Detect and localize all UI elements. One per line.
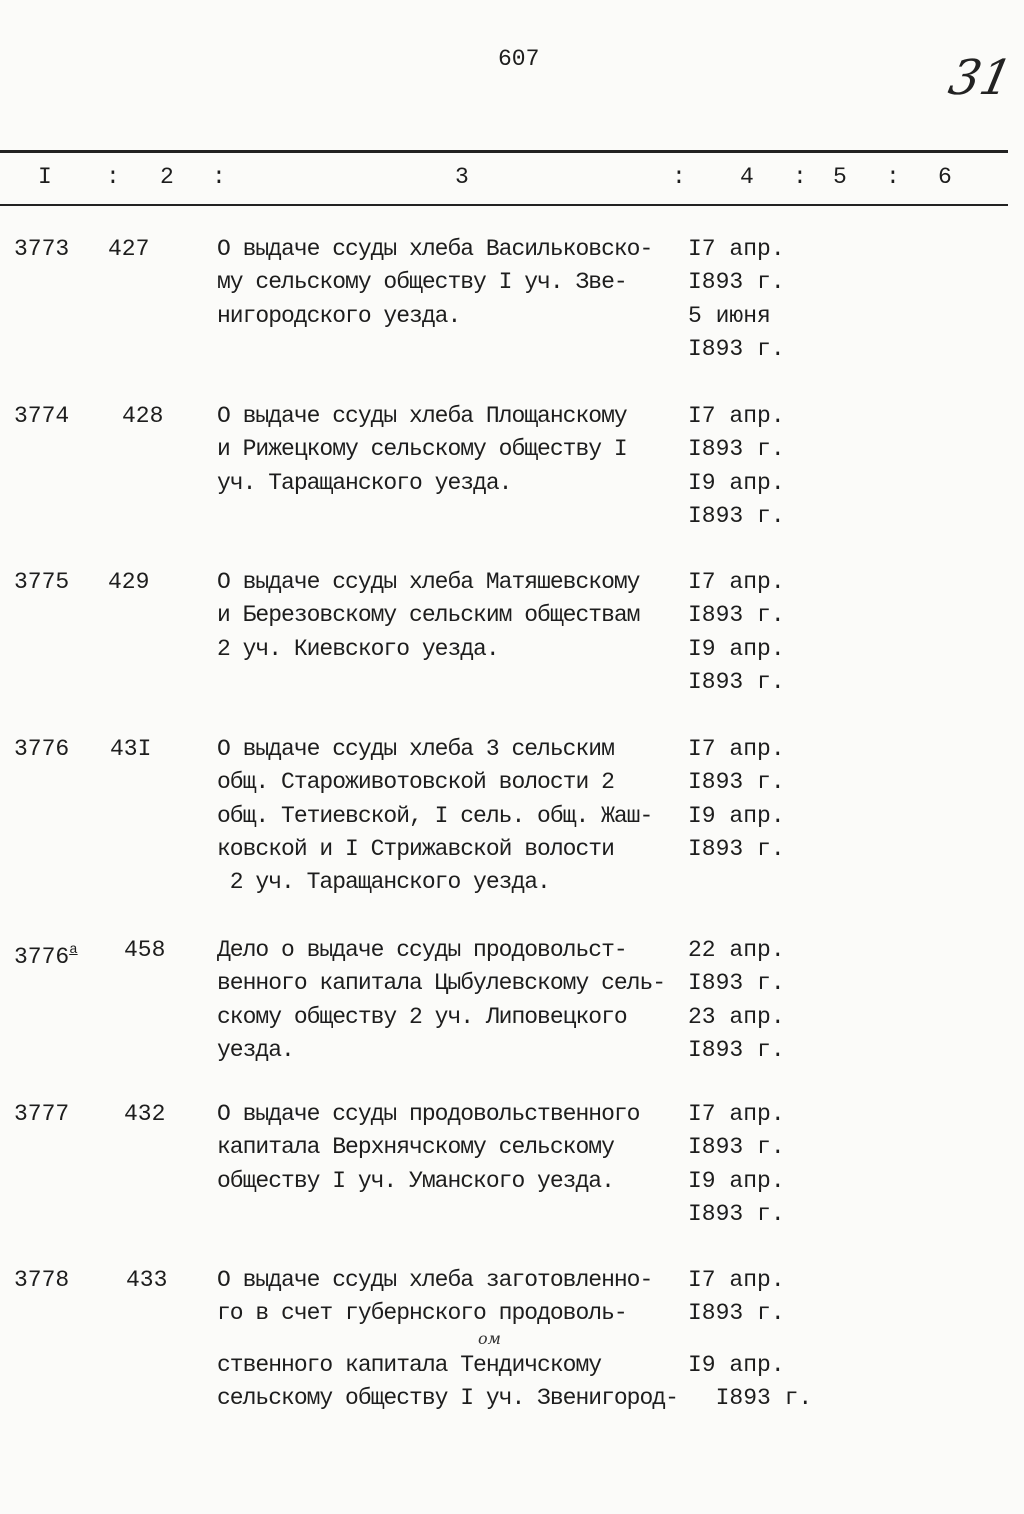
date-line: I893 г.: [688, 1300, 785, 1327]
case-number: 458: [124, 937, 166, 963]
description-line: О выдаче ссуды хлеба 3 сельским: [217, 736, 614, 762]
date-line: I893 г.: [688, 1134, 785, 1161]
case-number: 428: [122, 403, 164, 429]
entry-number-text: 3774: [14, 403, 70, 429]
date-line: I893 г.: [688, 436, 785, 463]
case-number: 427: [108, 236, 150, 262]
entry-dates: [688, 1264, 812, 1415]
date-line: I893 г.: [688, 835, 785, 862]
entry-description: [217, 1098, 639, 1198]
entry-number: [14, 1098, 69, 1131]
description-line: уезда.: [217, 1036, 294, 1063]
header-col-2: 2: [160, 164, 174, 190]
date-line: I893 г.: [688, 1200, 785, 1227]
date-line: I893 г.: [688, 769, 785, 796]
description-line: ственного капитала Тендичскому: [217, 1351, 602, 1378]
description-line: ковской и I Стрижавской волости: [217, 835, 614, 862]
description-line: венного капитала Цыбулевскому сель-: [217, 970, 666, 997]
date-line: I9 апр.: [688, 802, 785, 829]
date-line: I9 апр.: [688, 1167, 785, 1194]
entry-dates: [688, 566, 785, 699]
handwritten-correction: ом: [478, 1329, 501, 1348]
header-col-1: I: [38, 164, 52, 190]
date-line: 5 июня: [688, 302, 771, 329]
header-col-3: 3: [455, 164, 469, 190]
description-line: Дело о выдаче ссуды продовольст-: [217, 937, 627, 963]
entry-number-text: 3777: [14, 1101, 70, 1127]
date-line: I9 апр.: [688, 1351, 785, 1378]
entry-dates: [688, 1098, 785, 1231]
date-line: I893 г.: [688, 1384, 813, 1411]
date-line: I7 апр.: [688, 1101, 785, 1127]
entry-description: [217, 233, 652, 333]
header-col-4: 4: [740, 164, 754, 190]
description-line: му сельскому обществу I уч. Зве-: [217, 269, 627, 296]
date-line: I7 апр.: [688, 1267, 785, 1293]
date-line: I893 г.: [688, 1036, 785, 1063]
date-line: 22 апр.: [688, 937, 785, 963]
header-sep: :: [212, 164, 226, 190]
date-line: I7 апр.: [688, 569, 785, 595]
entry-dates: [688, 233, 785, 366]
header-sep: :: [106, 164, 120, 190]
date-line: I893 г.: [688, 269, 785, 296]
entry-description: [217, 934, 665, 1067]
entry-number: [14, 400, 69, 433]
description-line: нигородского уезда.: [217, 302, 461, 329]
entry-number: [14, 566, 69, 599]
description-line: 2 уч. Киевского уезда.: [217, 635, 499, 662]
entry-dates: [688, 400, 785, 533]
date-line: 23 апр.: [688, 1003, 785, 1030]
entry-number-text: 3773: [14, 236, 70, 262]
entry-description: [217, 400, 627, 500]
header-sep: :: [886, 164, 900, 190]
date-line: I893 г.: [688, 668, 785, 695]
entry-description: [217, 733, 652, 899]
entry-description: [217, 566, 639, 666]
table-top-rule: [0, 150, 1008, 153]
description-line: капитала Верхнячскому сельскому: [217, 1134, 614, 1161]
description-line: уч. Таращанского уезда.: [217, 469, 512, 496]
entry-dates: [688, 934, 785, 1067]
description-line: общ. Староживотовской волости 2: [217, 769, 614, 796]
description-line: и Березовскому сельским обществам: [217, 602, 640, 629]
entry-dates: [688, 733, 785, 866]
entry-number: [14, 233, 69, 266]
entry-number-text: 3775: [14, 569, 70, 595]
entry-number-text: 3776: [14, 944, 70, 970]
entry-number: [14, 733, 69, 766]
description-line: О выдаче ссуды продовольственного: [217, 1101, 640, 1127]
description-line: го в счет губернского продоволь-: [217, 1300, 627, 1327]
header-sep: :: [793, 164, 807, 190]
case-number: 429: [108, 569, 150, 595]
description-line: обществу I уч. Уманского уезда.: [217, 1167, 614, 1194]
case-number: 432: [124, 1101, 166, 1127]
case-number: 43I: [110, 736, 152, 762]
description-line: О выдаче ссуды хлеба Площанскому: [217, 403, 627, 429]
page-number: 607: [498, 46, 540, 72]
header-sep: :: [672, 164, 686, 190]
description-line: скому обществу 2 уч. Липовецкого: [217, 1003, 627, 1030]
description-line: О выдаче ссуды хлеба заготовленно-: [217, 1267, 653, 1293]
date-line: I9 апр.: [688, 469, 785, 496]
description-line: и Рижецкому сельскому обществу I: [217, 436, 627, 463]
entry-number: [14, 1264, 69, 1297]
folio-number-handwritten: 31: [944, 50, 1018, 106]
description-line: общ. Тетиевской, I сель. общ. Жаш-: [217, 802, 653, 829]
table-header-rule: [0, 204, 1008, 206]
date-line: I7 апр.: [688, 403, 785, 429]
date-line: I9 апр.: [688, 635, 785, 662]
date-line: I7 апр.: [688, 736, 785, 762]
entry-number: [14, 934, 78, 974]
header-col-6: 6: [938, 164, 952, 190]
description-line: О выдаче ссуды хлеба Васильковско-: [217, 236, 653, 262]
date-line: I893 г.: [688, 602, 785, 629]
date-line: I7 апр.: [688, 236, 785, 262]
entry-number-suffix: а: [69, 942, 78, 958]
header-col-5: 5: [833, 164, 847, 190]
date-line: I893 г.: [688, 970, 785, 997]
entry-number-text: 3778: [14, 1267, 70, 1293]
description-line: О выдаче ссуды хлеба Матяшевскому: [217, 569, 640, 595]
date-line: I893 г.: [688, 335, 785, 362]
description-line: 2 уч. Таращанского уезда.: [217, 869, 550, 896]
date-line: I893 г.: [688, 502, 785, 529]
case-number: 433: [126, 1267, 168, 1293]
entry-description: [217, 1264, 678, 1415]
entry-number-text: 3776: [14, 736, 70, 762]
description-line: сельскому обществу I уч. Звенигород-: [217, 1384, 678, 1411]
